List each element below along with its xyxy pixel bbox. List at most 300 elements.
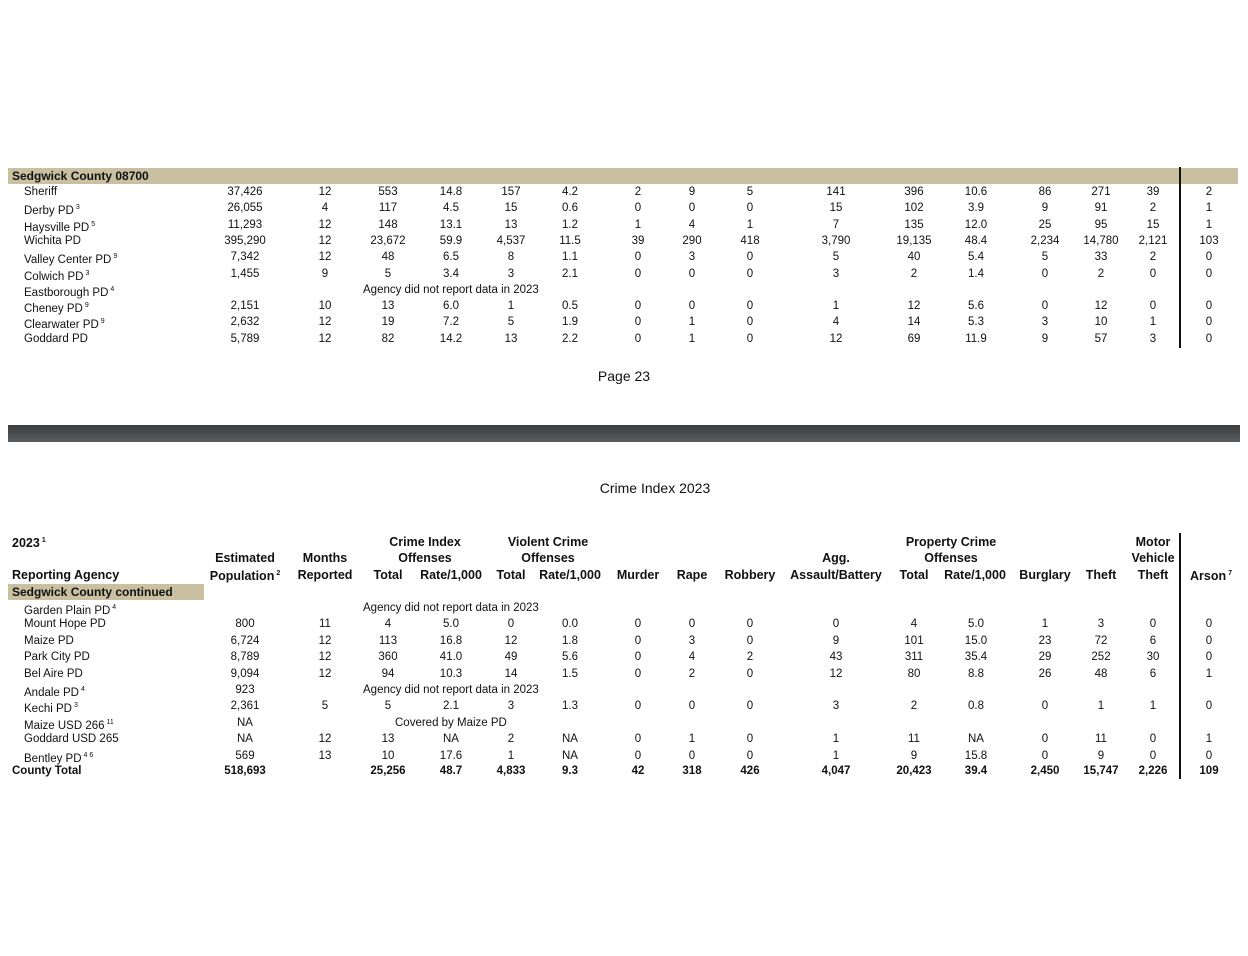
cell-assault: 43 — [829, 651, 843, 664]
cell-theft: 48 — [1094, 667, 1108, 680]
cell-pc-rate: 0.8 — [968, 700, 984, 713]
cell-ci-rate: NA — [443, 733, 459, 746]
cell-rape: 4 — [688, 218, 696, 231]
cell-rape: 0 — [688, 300, 696, 313]
table-row — [0, 314, 1248, 330]
cell-ci-rate: 5.0 — [443, 618, 459, 631]
cell-pc-rate: 5.0 — [968, 618, 984, 631]
cell-population: 8,789 — [230, 651, 260, 664]
cell-months: 12 — [318, 667, 332, 680]
row-note: Agency did not report data in 2023 — [363, 684, 539, 696]
cell-ci-total: 4 — [384, 618, 392, 631]
footnote-marker: 9 — [84, 302, 89, 310]
cell-months: 12 — [318, 234, 332, 247]
cell-ci-total: 5 — [384, 700, 392, 713]
row-note: Agency did not report data in 2023 — [363, 283, 539, 296]
cell-burglary: 3 — [1041, 316, 1049, 329]
cell-burglary: 25 — [1038, 218, 1052, 231]
cell-murder: 0 — [634, 267, 642, 280]
cell-robbery: 0 — [746, 749, 754, 762]
cell-theft: 14,780 — [1083, 234, 1119, 247]
cell-arson: 0 — [1205, 749, 1213, 762]
cell-mv-theft: 0 — [1149, 267, 1157, 280]
cell-arson: 103 — [1199, 234, 1219, 247]
cell-vc-rate: 1.9 — [562, 316, 578, 329]
table-row — [0, 298, 1248, 314]
header-motor: Motor — [1135, 535, 1171, 549]
cell-vc-rate: 1.8 — [562, 634, 578, 647]
table-row — [0, 682, 1248, 698]
cell-assault: 7 — [832, 218, 840, 231]
agency-name: Wichita PD — [24, 234, 81, 247]
table-row — [0, 282, 1248, 298]
cell-vc-rate: 1.1 — [562, 251, 578, 264]
cell-vc-rate: 1.3 — [562, 700, 578, 713]
cell-assault: 3,790 — [821, 234, 851, 247]
cell-ci-total: 13 — [381, 733, 395, 746]
total-vc-rate: 9.3 — [562, 765, 578, 777]
header-property-crime: Property Crime — [905, 535, 997, 549]
cell-pc-total: 19,135 — [896, 234, 932, 247]
cell-murder: 0 — [634, 700, 642, 713]
cell-vc-total: 12 — [504, 634, 518, 647]
cell-population: 11,293 — [227, 218, 263, 231]
cell-months: 11 — [319, 618, 331, 631]
cell-mv-theft: 39 — [1146, 186, 1160, 198]
cell-robbery: 0 — [746, 300, 754, 313]
cell-ci-rate: 7.2 — [443, 316, 459, 329]
cell-pc-rate: 48.4 — [964, 234, 988, 247]
cell-theft: 72 — [1094, 634, 1108, 647]
header-crime-index-offenses: Offenses — [398, 551, 452, 565]
cell-mv-theft: 1 — [1149, 700, 1157, 713]
cell-population: NA — [237, 733, 253, 746]
total-vc-total: 4,833 — [496, 765, 526, 777]
cell-population: 569 — [235, 749, 255, 762]
cell-vc-total: 157 — [501, 186, 521, 198]
cell-murder: 0 — [634, 749, 642, 762]
cell-vc-total: 15 — [504, 202, 518, 215]
cell-arson: 0 — [1205, 267, 1213, 280]
cell-burglary: 9 — [1041, 202, 1049, 215]
agency-name: Goddard USD 265 — [24, 733, 119, 746]
cell-vc-total: 3 — [507, 267, 515, 280]
header-mv-theft: Theft — [1137, 568, 1169, 582]
cell-months: 10 — [318, 300, 332, 313]
agency-name: Kechi PD $^3$ — [24, 702, 78, 716]
cell-pc-total: 135 — [904, 218, 924, 231]
cell-months: 12 — [318, 332, 332, 345]
cell-pc-rate: 5.6 — [968, 300, 984, 313]
table-row — [0, 600, 1248, 616]
agency-name: Haysville PD $^5$ — [24, 220, 96, 234]
cell-rape: 1 — [688, 733, 696, 746]
cell-murder: 0 — [634, 202, 642, 215]
cell-robbery: 0 — [746, 634, 754, 647]
header-burglary: Burglary — [1019, 568, 1071, 582]
cell-arson: 1 — [1205, 218, 1213, 231]
cell-rape: 290 — [682, 234, 702, 247]
cell-murder: 0 — [634, 651, 642, 664]
footnote-marker: 4 — [80, 686, 85, 693]
row-note: Covered by Maize PD — [395, 716, 507, 729]
cell-theft: 57 — [1094, 332, 1108, 345]
cell-months: 12 — [318, 316, 332, 329]
cell-months: 4 — [321, 202, 329, 215]
agency-name: Maize PD — [24, 634, 74, 647]
cell-months: 12 — [318, 733, 332, 746]
cell-burglary: 1 — [1041, 618, 1049, 631]
cell-pc-total: 2 — [910, 700, 918, 713]
cell-pc-rate: 35.4 — [964, 651, 988, 664]
footnote-marker: 3 — [85, 269, 90, 277]
cell-pc-total: 14 — [907, 316, 921, 329]
footnote-marker: 9 — [100, 318, 105, 326]
cell-murder: 0 — [634, 634, 642, 647]
cell-pc-total: 40 — [907, 251, 921, 264]
cell-burglary: 86 — [1038, 186, 1052, 198]
cell-pc-rate: 15.8 — [964, 749, 988, 762]
cell-rape: 3 — [688, 251, 696, 264]
agency-name: Cheney PD $^9$ — [24, 302, 89, 315]
cell-theft: 271 — [1091, 186, 1111, 198]
cell-rape: 0 — [688, 267, 696, 280]
header-murder: Murder — [616, 568, 660, 582]
cell-population: 37,426 — [227, 186, 263, 198]
agency-name: Garden Plain PD $^4$ — [24, 604, 117, 617]
table-row — [0, 633, 1248, 649]
cell-vc-total: 1 — [507, 749, 515, 762]
cell-ci-total: 5 — [384, 267, 392, 280]
header-ci-total: Total — [373, 568, 403, 582]
cell-ci-rate: 4.5 — [443, 202, 459, 215]
cell-murder: 0 — [634, 733, 642, 746]
table-row — [0, 649, 1248, 665]
year-label: 2023 $^1$ — [12, 536, 46, 551]
cell-theft: 91 — [1094, 202, 1108, 215]
cell-mv-theft: 0 — [1149, 749, 1157, 762]
header-vc-rate: Rate/1,000 — [539, 568, 601, 582]
header-reporting-agency: Reporting Agency — [12, 568, 120, 582]
table-row — [0, 217, 1248, 233]
cell-population: 9,094 — [230, 667, 260, 680]
agency-name: Bentley PD $^{4 6}$ — [24, 751, 94, 765]
cell-arson: 0 — [1205, 651, 1213, 664]
cell-vc-total: 3 — [507, 700, 515, 713]
cell-vc-rate: 1.2 — [562, 218, 578, 231]
cell-burglary: 2,234 — [1030, 234, 1060, 247]
cell-ci-rate: 17.6 — [439, 749, 463, 762]
cell-months: 12 — [318, 651, 332, 664]
header-arson: Arson $^7$ — [1189, 569, 1233, 584]
table-row — [0, 731, 1248, 747]
cell-vc-rate: 1.5 — [562, 667, 578, 680]
cell-mv-theft: 6 — [1149, 667, 1157, 680]
total-ci-total: 25,256 — [370, 765, 406, 777]
total-arson: 109 — [1199, 765, 1219, 777]
table-row — [0, 748, 1248, 764]
cell-robbery: 0 — [746, 202, 754, 215]
table-row — [0, 266, 1248, 282]
cell-population: 6,724 — [230, 634, 260, 647]
cell-assault: 12 — [829, 332, 843, 345]
cell-pc-rate: 11.9 — [965, 332, 987, 345]
total-mv-theft: 2,226 — [1138, 765, 1168, 777]
cell-assault: 12 — [829, 667, 843, 680]
header-assault-battery: Assault/Battery — [790, 568, 882, 582]
cell-assault: 1 — [832, 749, 840, 762]
header-rape: Rape — [676, 568, 708, 582]
page-23 — [0, 0, 1248, 425]
cell-burglary: 0 — [1041, 300, 1049, 313]
cell-ci-rate: 41.0 — [439, 651, 463, 664]
cell-vc-rate: 11.5 — [559, 234, 581, 247]
cell-pc-total: 69 — [907, 332, 921, 345]
cell-ci-total: 360 — [378, 651, 398, 664]
cell-months: 12 — [318, 251, 332, 264]
cell-murder: 2 — [634, 186, 642, 198]
cell-arson: 0 — [1205, 316, 1213, 329]
header-theft: Theft — [1085, 568, 1117, 582]
cell-pc-total: 101 — [904, 634, 924, 647]
cell-mv-theft: 2,121 — [1138, 234, 1168, 247]
cell-robbery: 0 — [746, 700, 754, 713]
cell-murder: 0 — [634, 251, 642, 264]
cell-theft: 1 — [1097, 700, 1105, 713]
cell-assault: 3 — [832, 267, 840, 280]
county-total-label: County Total — [12, 765, 82, 777]
cell-months: 9 — [321, 267, 329, 280]
cell-ci-rate: 14.2 — [439, 332, 463, 345]
cell-vc-rate: NA — [562, 733, 578, 746]
header-robbery: Robbery — [724, 568, 776, 582]
cell-ci-total: 19 — [381, 316, 395, 329]
cell-ci-total: 48 — [381, 251, 395, 264]
cell-ci-rate: 2.1 — [443, 700, 459, 713]
page-number: Page 23 — [597, 368, 651, 384]
cell-arson: 0 — [1205, 332, 1213, 345]
cell-assault: 1 — [832, 733, 840, 746]
cell-population: 2,632 — [230, 316, 260, 329]
cell-vc-total: 1 — [507, 300, 515, 313]
cell-theft: 11 — [1095, 733, 1107, 746]
cell-vc-total: 13 — [504, 218, 518, 231]
cell-vc-total: 8 — [507, 251, 515, 264]
cell-population: 800 — [235, 618, 255, 631]
cell-assault: 5 — [832, 251, 840, 264]
cell-vc-rate: 5.6 — [562, 651, 578, 664]
cell-arson: 1 — [1205, 202, 1213, 215]
cell-assault: 0 — [832, 618, 840, 631]
table-row — [0, 616, 1248, 632]
cell-pc-total: 4 — [910, 618, 918, 631]
total-murder: 42 — [631, 765, 645, 777]
header-agg: Agg. — [822, 551, 850, 565]
cell-burglary: 26 — [1038, 667, 1052, 680]
cell-months: 12 — [318, 218, 332, 231]
cell-ci-total: 13 — [381, 300, 395, 313]
cell-ci-total: 113 — [378, 634, 398, 647]
cell-burglary: 0 — [1041, 267, 1049, 280]
cell-murder: 0 — [634, 618, 642, 631]
cell-population: 7,342 — [230, 251, 260, 264]
cell-pc-rate: 5.3 — [968, 316, 984, 329]
agency-name: Maize USD 266 $^{11}$ — [24, 718, 114, 732]
total-population: 518,693 — [224, 765, 266, 777]
cell-ci-rate: 13.1 — [439, 218, 463, 231]
cell-vc-total: 4,537 — [496, 234, 526, 247]
agency-name: Bel Aire PD — [24, 667, 83, 680]
cell-murder: 0 — [634, 667, 642, 680]
header-estimated: Estimated — [215, 551, 275, 565]
cell-rape: 0 — [688, 618, 696, 631]
cell-ci-rate: 16.8 — [439, 634, 463, 647]
cell-population: 2,151 — [230, 300, 260, 313]
cell-mv-theft: 0 — [1149, 733, 1157, 746]
cell-rape: 1 — [688, 332, 696, 345]
arson-divider-bottom — [1179, 533, 1181, 779]
cell-theft: 2 — [1097, 267, 1105, 280]
cell-pc-total: 102 — [904, 202, 924, 215]
cell-arson: 0 — [1205, 700, 1213, 713]
header-pc-rate: Rate/1,000 — [944, 568, 1006, 582]
cell-mv-theft: 2 — [1149, 202, 1157, 215]
page-separator — [8, 425, 1240, 442]
table-row — [0, 249, 1248, 265]
cell-robbery: 0 — [746, 667, 754, 680]
header-crime-index: Crime Index — [389, 535, 461, 549]
cell-months: 13 — [318, 749, 332, 762]
cell-arson: 1 — [1205, 733, 1213, 746]
cell-pc-rate: 5.4 — [968, 251, 984, 264]
header-property-offenses: Offenses — [924, 551, 978, 565]
footnote-marker: 3 — [73, 702, 78, 710]
cell-assault: 15 — [829, 202, 843, 215]
county-continued-band — [8, 584, 204, 600]
cell-assault: 9 — [832, 634, 840, 647]
cell-ci-total: 94 — [381, 667, 395, 680]
cell-ci-total: 117 — [378, 202, 398, 215]
cell-ci-total: 23,672 — [370, 234, 406, 247]
agency-name: Andale PD $^4$ — [24, 686, 85, 699]
cell-ci-total: 148 — [378, 218, 398, 231]
total-theft: 15,747 — [1083, 765, 1119, 777]
cell-months: 12 — [318, 186, 332, 198]
cell-mv-theft: 2 — [1149, 251, 1157, 264]
cell-robbery: 2 — [746, 651, 754, 664]
cell-mv-theft: 15 — [1146, 218, 1160, 231]
cell-mv-theft: 30 — [1146, 651, 1160, 664]
cell-ci-rate: 3.4 — [443, 267, 459, 280]
cell-robbery: 0 — [746, 332, 754, 345]
cell-pc-rate: 8.8 — [968, 667, 984, 680]
cell-arson: 0 — [1205, 634, 1213, 647]
cell-murder: 1 — [634, 218, 642, 231]
cell-vc-rate: 2.2 — [562, 332, 578, 345]
cell-arson: 2 — [1205, 186, 1213, 198]
county-total-row — [0, 763, 1248, 779]
cell-pc-total: 2 — [910, 267, 918, 280]
table-row — [0, 698, 1248, 714]
total-rape: 318 — [682, 765, 702, 777]
cell-assault: 141 — [826, 186, 846, 198]
cell-arson: 0 — [1205, 618, 1213, 631]
cell-population: 2,361 — [230, 700, 260, 713]
footnote-marker: 5 — [91, 220, 96, 228]
header-violent-crime: Violent Crime — [507, 535, 589, 549]
cell-months: 12 — [318, 634, 332, 647]
cell-pc-rate: 10.6 — [964, 186, 988, 198]
cell-rape: 0 — [688, 700, 696, 713]
county-continued-header: Sedgwick County continued — [12, 585, 173, 599]
cell-population: 395,290 — [224, 234, 266, 247]
cell-burglary: 0 — [1041, 749, 1049, 762]
cell-murder: 0 — [634, 316, 642, 329]
cell-pc-rate: 3.9 — [968, 202, 984, 215]
cell-rape: 0 — [688, 202, 696, 215]
total-burglary: 2,450 — [1030, 765, 1060, 777]
total-ci-rate: 48.7 — [439, 765, 463, 777]
cell-vc-total: 49 — [504, 651, 518, 664]
cell-ci-rate: 6.0 — [443, 300, 459, 313]
cell-pc-rate: 15.0 — [964, 634, 988, 647]
cell-robbery: 0 — [746, 251, 754, 264]
header-population: Population $^2$ — [209, 569, 281, 584]
cell-ci-total: 10 — [381, 749, 395, 762]
cell-pc-total: 80 — [907, 667, 921, 680]
cell-population: 5,789 — [230, 332, 260, 345]
arson-divider — [1179, 167, 1181, 348]
footnote-marker: 4 6 — [83, 751, 94, 759]
cell-vc-total: 5 — [507, 316, 515, 329]
footnote-marker: 9 — [113, 253, 118, 261]
cell-ci-rate: 6.5 — [443, 251, 459, 264]
cell-pc-total: 11 — [908, 733, 920, 746]
cell-ci-rate: 14.8 — [439, 186, 463, 198]
cell-burglary: 0 — [1041, 700, 1049, 713]
cell-rape: 9 — [688, 186, 696, 198]
cell-arson: 0 — [1205, 251, 1213, 264]
footnote-marker: 3 — [75, 204, 80, 212]
cell-pc-rate: NA — [968, 733, 984, 746]
cell-population: NA — [237, 716, 253, 729]
header-violent-offenses: Offenses — [521, 551, 575, 565]
cell-vc-total: 0 — [507, 618, 515, 631]
cell-pc-total: 12 — [907, 300, 921, 313]
header-pc-total: Total — [899, 568, 929, 582]
cell-vc-rate: 0.6 — [562, 202, 578, 215]
cell-ci-total: 553 — [378, 186, 398, 198]
document-title: Crime Index 2023 — [599, 480, 711, 496]
cell-burglary: 23 — [1038, 634, 1052, 647]
header-vehicle: Vehicle — [1131, 551, 1175, 565]
agency-name: Mount Hope PD — [24, 618, 106, 631]
header-ci-rate: Rate/1,000 — [420, 568, 482, 582]
cell-theft: 12 — [1094, 300, 1108, 313]
cell-robbery: 0 — [746, 618, 754, 631]
table-row — [0, 200, 1248, 216]
cell-mv-theft: 0 — [1149, 300, 1157, 313]
cell-pc-total: 311 — [904, 651, 924, 664]
agency-name: Park City PD — [24, 651, 90, 664]
cell-theft: 3 — [1097, 618, 1105, 631]
footnote-marker: 4 — [112, 604, 117, 611]
cell-population: 923 — [235, 684, 255, 696]
cell-robbery: 5 — [746, 186, 754, 198]
cell-rape: 4 — [688, 651, 696, 664]
cell-robbery: 0 — [746, 267, 754, 280]
cell-theft: 95 — [1094, 218, 1108, 231]
